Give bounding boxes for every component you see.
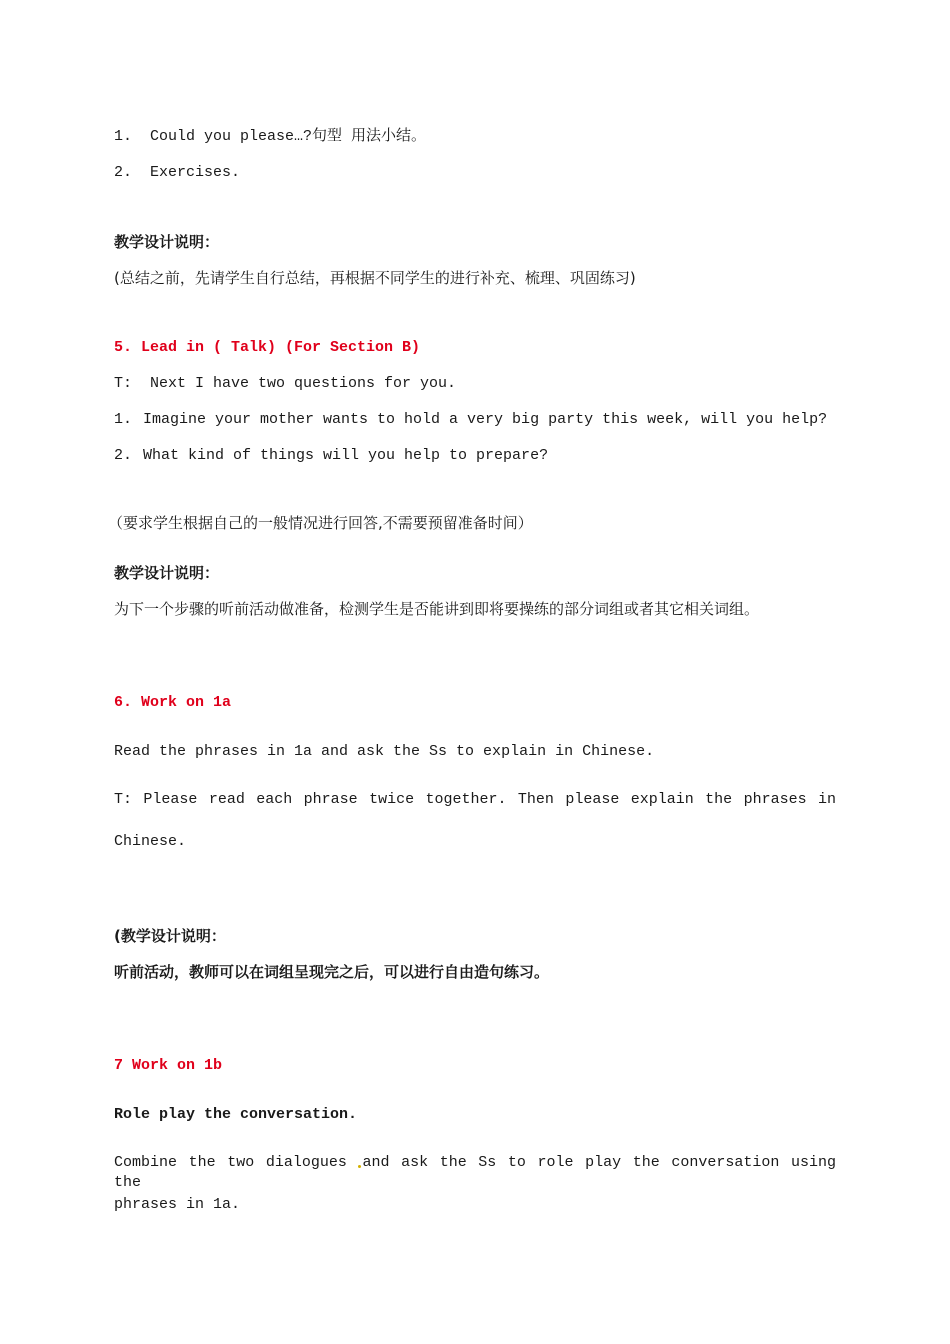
teacher-line: T: Next I have two questions for you.	[114, 375, 457, 392]
list-text: Imagine your mother wants to hold a very big party this week, will you help?	[143, 411, 828, 428]
list-number: 2.	[114, 164, 133, 181]
list-number: 1.	[114, 411, 133, 428]
design-note-body: (总结之前，先请学生自行总结，再根据不同学生的进行补充、梳理、巩固练习)	[114, 269, 636, 287]
list-number: 1.	[114, 128, 133, 145]
question-1	[114, 410, 827, 430]
paragraph-line-justified: T: Please read each phrase twice together. Then please explain the phrases in	[114, 791, 836, 808]
paragraph-line-justified	[114, 1153, 836, 1193]
design-note-body: 为下一个步骤的听前活动做准备，检测学生是否能讲到即将要操练的部分词组或者其它相关词组。	[114, 600, 760, 618]
paragraph-line: Chinese.	[114, 833, 187, 850]
instruction-text: （要求学生根据自己的一般情况进行回答,不需要预留准备时间）	[108, 514, 533, 532]
subheading: Role play the conversation.	[114, 1106, 358, 1123]
summary-item-1	[114, 127, 426, 147]
question-2	[114, 446, 548, 466]
design-note-heading: (教学设计说明：	[114, 927, 226, 945]
list-text: Exercises.	[150, 164, 241, 181]
paragraph-text: Combine the two dialogues	[114, 1154, 359, 1171]
design-note-heading: 教学设计说明：	[114, 233, 220, 251]
paragraph-text: and ask the Ss to role play the conversation using the	[114, 1154, 836, 1191]
section-heading-5: 5. Lead in ( Talk) (For Section B)	[114, 339, 421, 356]
section-heading-6: 6. Work on 1a	[114, 694, 232, 711]
design-note-body: 听前活动，教师可以在词组呈现完之后，可以进行自由造句练习。	[114, 963, 550, 981]
list-text: Could you please…?句型 用法小结。	[150, 128, 427, 145]
paragraph-line: Read the phrases in 1a and ask the Ss to explain in Chinese.	[114, 743, 655, 760]
design-note-heading: 教学设计说明：	[114, 564, 220, 582]
list-text: What kind of things will you help to prepare?	[143, 447, 549, 464]
list-number: 2.	[114, 447, 133, 464]
section-heading-7: 7 Work on 1b	[114, 1057, 223, 1074]
paragraph-line: phrases in 1a.	[114, 1196, 241, 1213]
summary-item-2	[114, 163, 240, 183]
